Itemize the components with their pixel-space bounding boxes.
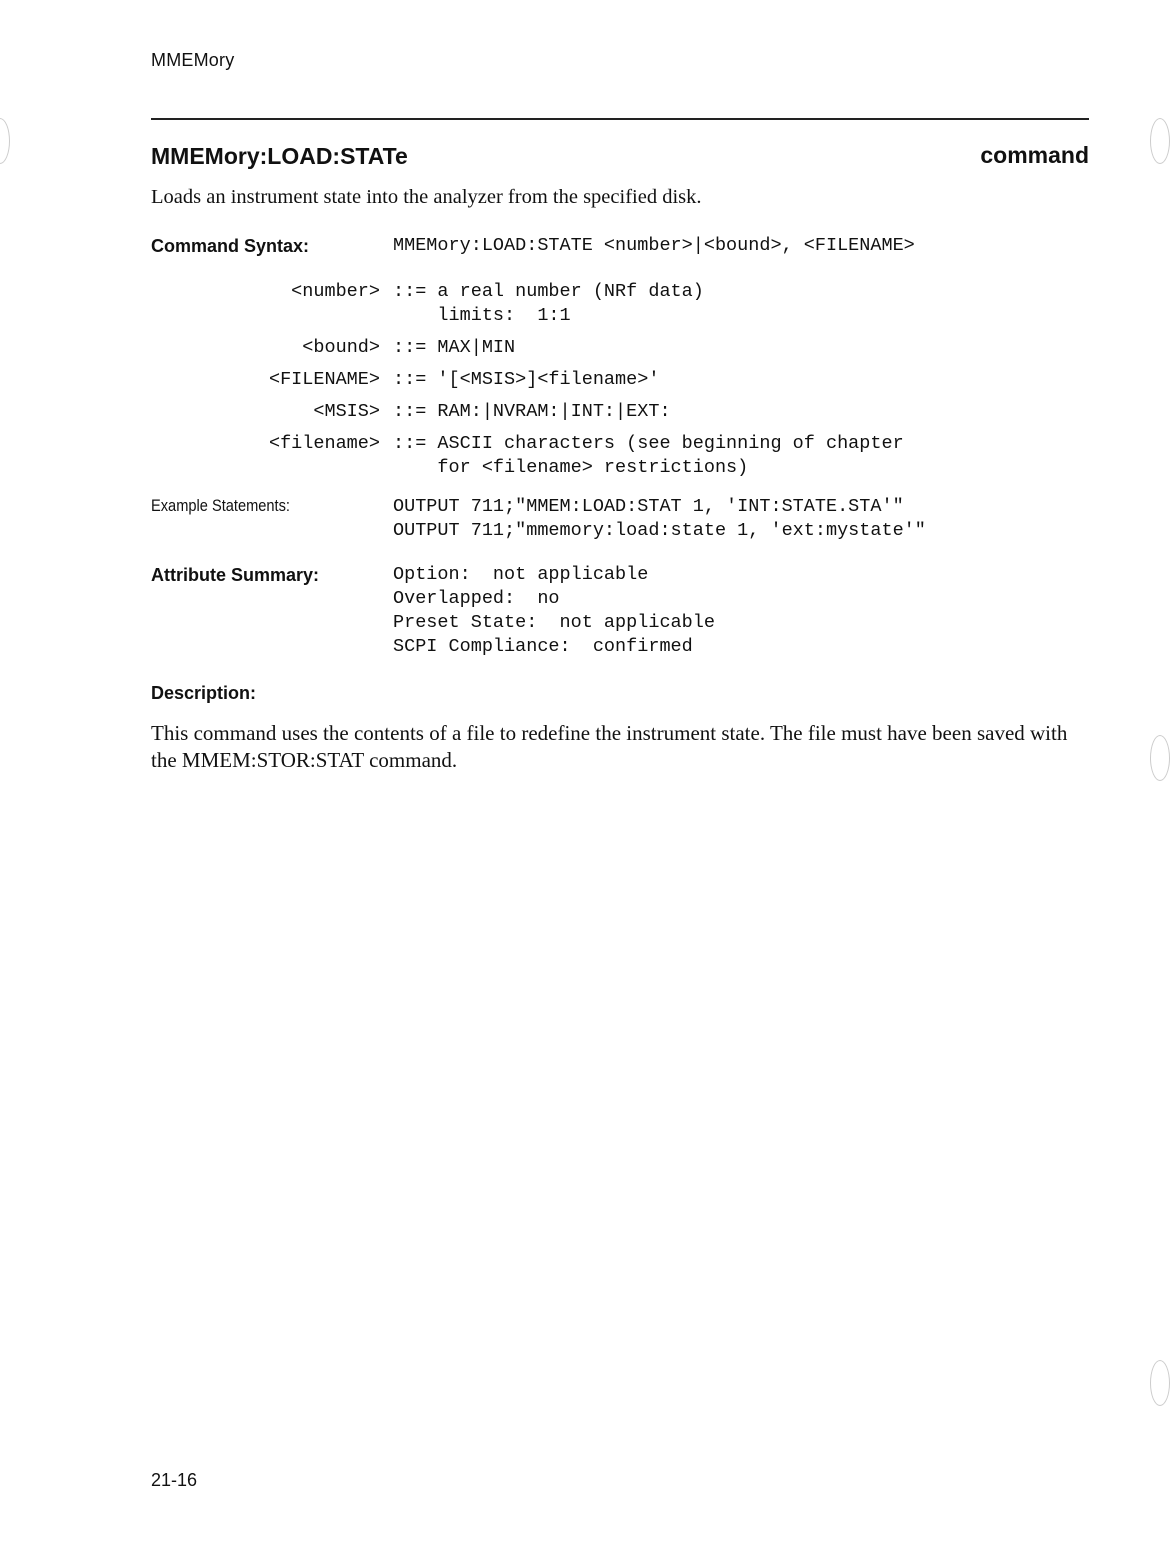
command-title: MMEMory:LOAD:STATe	[151, 143, 408, 169]
param-def-filename: ::= ASCII characters (see beginning of chapter for <filename> restrictions)	[393, 433, 904, 478]
attribute-preset-state: Preset State: not applicable	[393, 612, 715, 633]
param-name-msis: <MSIS>	[313, 401, 380, 422]
example-line-2: OUTPUT 711;"mmemory:load:state 1, 'ext:mystate'"	[393, 520, 926, 541]
attribute-option: Option: not applicable	[393, 564, 649, 585]
description-text: This command uses the contents of a file to redefine the instrument state. The file must have been saved with the MMEM:STOR:STAT command.	[151, 721, 1068, 772]
param-name-bound: <bound>	[302, 337, 380, 358]
syntax-line: MMEMory:LOAD:STATE <number>|<bound>, <FILENAME>	[393, 235, 915, 256]
header-rule	[151, 118, 1089, 120]
attribute-overlapped: Overlapped: no	[393, 588, 560, 609]
param-def-bound: ::= MAX|MIN	[393, 337, 516, 358]
attribute-scpi-compliance: SCPI Compliance: confirmed	[393, 636, 693, 657]
example-line-1: OUTPUT 711;"MMEM:LOAD:STAT 1, 'INT:STATE.STA'"	[393, 496, 904, 517]
param-name-number: <number>	[291, 281, 380, 302]
syntax-label: Command Syntax:	[151, 236, 310, 256]
margin-hole-mark	[1150, 1360, 1170, 1406]
margin-hole-mark	[0, 118, 10, 164]
param-def-msis: ::= RAM:|NVRAM:|INT:|EXT:	[393, 401, 671, 422]
page-number: 21-16	[151, 1470, 198, 1490]
param-def-filename-upper: ::= '[<MSIS>]<filename>'	[393, 369, 660, 390]
param-name-filename: <filename>	[268, 433, 380, 454]
examples-label: Example Statements:	[151, 496, 290, 515]
param-name-filename-upper: <FILENAME>	[268, 369, 380, 390]
command-summary: Loads an instrument state into the analyzer from the specified disk.	[151, 186, 702, 208]
description-label: Description:	[151, 683, 257, 703]
param-def-number: ::= a real number (NRf data) limits: 1:1	[393, 281, 704, 326]
attributes-label: Attribute Summary:	[151, 565, 320, 585]
command-type: command	[980, 142, 1089, 168]
margin-hole-mark	[1150, 118, 1170, 164]
margin-hole-mark	[1150, 735, 1170, 781]
running-header: MMEMory	[151, 50, 235, 70]
